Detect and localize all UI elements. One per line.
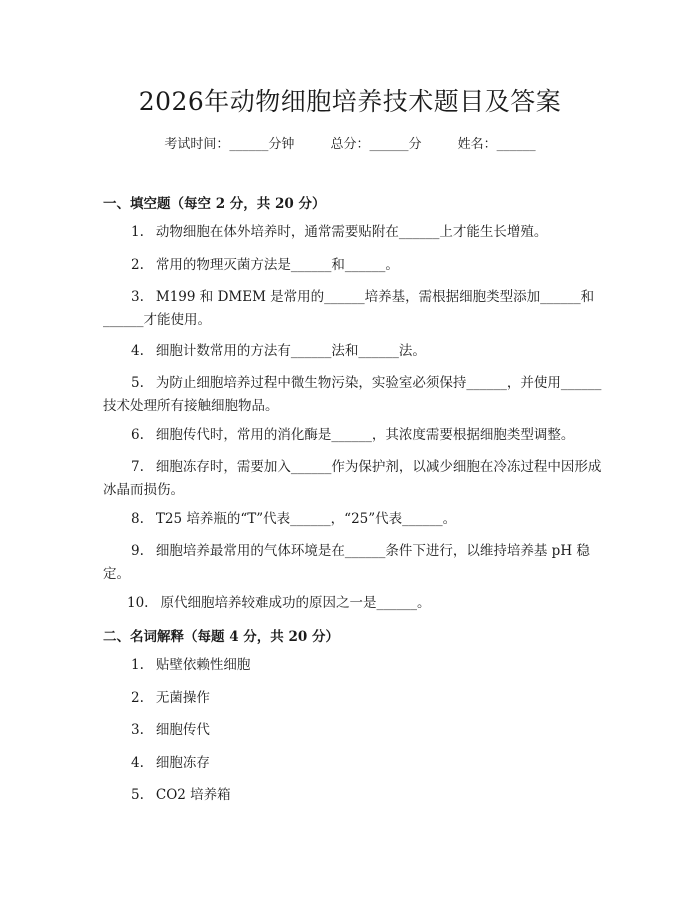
question-number: 1.	[131, 657, 144, 673]
question-text: 细胞传代时，常用的消化酶是______，其浓度需要根据细胞类型调整。	[155, 427, 575, 443]
question-item	[103, 456, 603, 502]
question-item	[103, 592, 603, 615]
question-item	[103, 540, 603, 586]
question-text: CO2 培养箱	[155, 787, 231, 803]
exam-meta	[0, 133, 700, 152]
question-text: 无菌操作	[155, 690, 210, 706]
question-number: 3.	[131, 289, 144, 305]
question-text: 贴壁依赖性细胞	[155, 657, 251, 673]
question-item	[103, 372, 603, 418]
question-number: 5.	[131, 787, 144, 803]
question-number: 2.	[131, 257, 144, 273]
question-number: 8.	[131, 511, 144, 527]
question-number: 5.	[131, 375, 144, 391]
question-item	[103, 424, 603, 447]
question-item	[103, 687, 603, 710]
question-text: 细胞冻存	[155, 755, 210, 771]
document-title: 2026年动物细胞培养技术题目及答案	[138, 87, 562, 116]
question-text: 为防止细胞培养过程中微生物污染，实验室必须保持______，并使用______技术处理所有接触细胞物品。	[103, 375, 602, 414]
question-text: M199 和 DMEM 是常用的______培养基，需根据细胞类型添加______和______才能使用。	[103, 289, 595, 328]
question-text: 细胞冻存时，需要加入______作为保护剂，以减少细胞在冷冻过程中因形成冰晶而损伤。	[103, 459, 602, 498]
section-heading-fill-in: 一、填空题（每空 2 分，共 20 分）	[103, 196, 326, 212]
exam-total-score: 总分：______分	[330, 137, 422, 152]
question-number: 1.	[131, 224, 144, 240]
question-item	[103, 752, 603, 775]
question-text: T25 培养瓶的“T”代表______，“25”代表______。	[155, 511, 457, 527]
student-name: 姓名：______	[457, 137, 536, 152]
question-number: 2.	[131, 690, 144, 706]
question-number: 7.	[131, 459, 144, 475]
question-item	[103, 286, 603, 332]
question-item	[103, 654, 603, 677]
section-heading-terms: 二、名词解释（每题 4 分，共 20 分）	[103, 629, 339, 645]
question-text: 动物细胞在体外培养时，通常需要贴附在______上才能生长增殖。	[155, 224, 548, 240]
question-text: 细胞计数常用的方法有______法和______法。	[155, 343, 426, 359]
exam-time: 考试时间：______分钟	[164, 137, 295, 152]
question-item	[103, 508, 603, 531]
question-item	[103, 719, 603, 742]
question-number: 6.	[131, 427, 144, 443]
question-text: 原代细胞培养较难成功的原因之一是______。	[160, 595, 431, 611]
question-number: 9.	[131, 543, 144, 559]
question-text: 细胞传代	[155, 722, 210, 738]
question-number: 4.	[131, 343, 144, 359]
question-text: 细胞培养最常用的气体环境是在______条件下进行，以维持培养基 pH 稳定。	[103, 543, 590, 582]
question-number: 10.	[127, 595, 149, 611]
question-item	[103, 254, 603, 277]
question-item	[103, 784, 603, 807]
question-text: 常用的物理灭菌方法是______和______。	[155, 257, 399, 273]
question-number: 3.	[131, 722, 144, 738]
question-item	[103, 340, 603, 363]
question-number: 4.	[131, 755, 144, 771]
question-item	[103, 221, 603, 244]
